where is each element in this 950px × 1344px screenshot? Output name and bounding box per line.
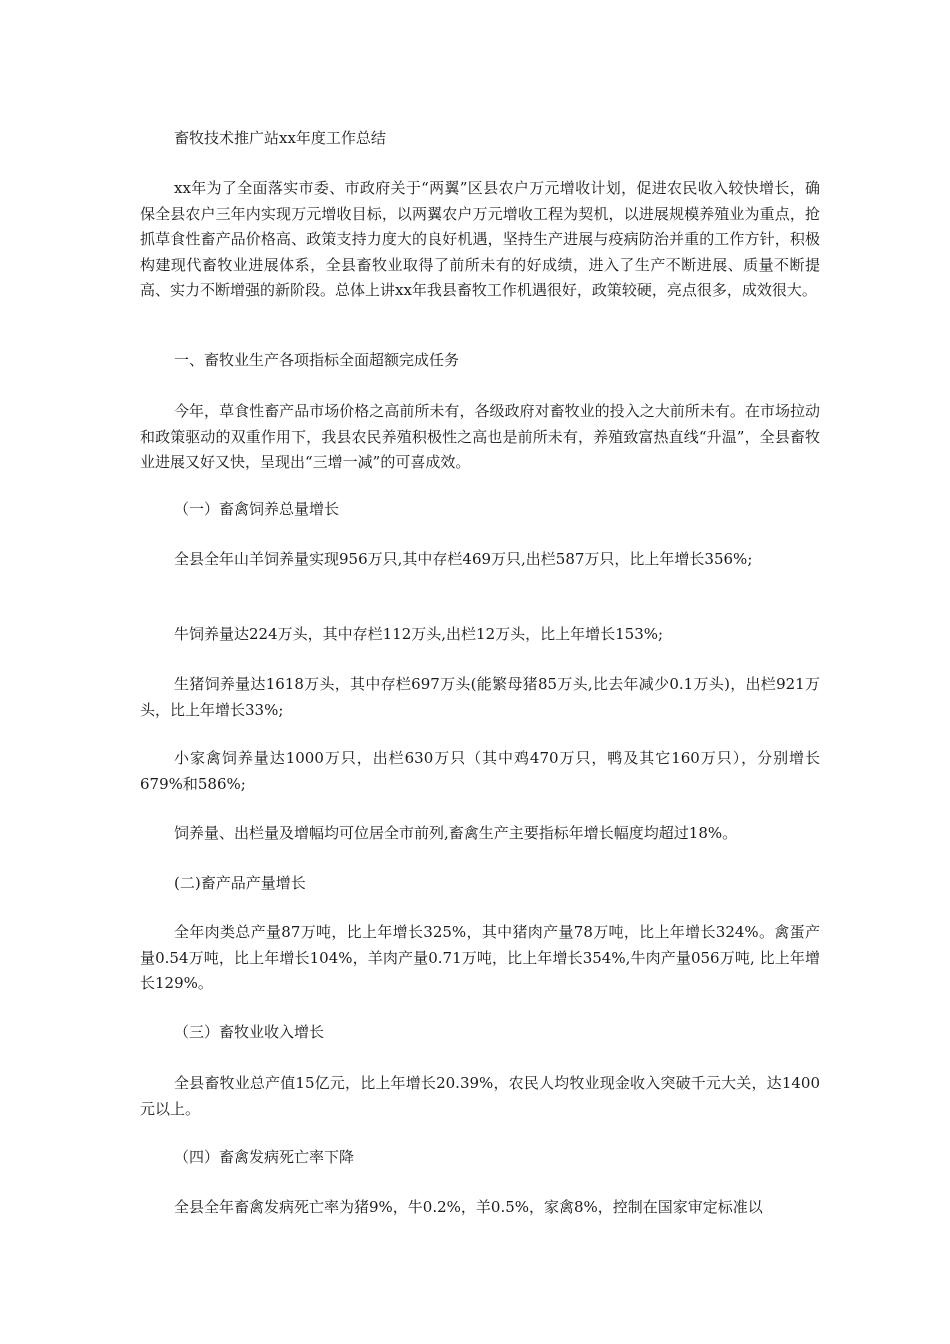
pig-paragraph: 生猪饲养量达1618万头，其中存栏697万头(能繁母猪85万头,比去年减少0.1万头)，出栏921万头，比上年增长33%; <box>140 675 820 719</box>
subsection-1-heading: （一）畜禽饲养总量增长 <box>174 500 340 518</box>
cattle-paragraph: 牛饲养量达224万头，其中存栏112万头,出栏12万头，比上年增长153%; <box>174 625 664 643</box>
ranking-paragraph: 饲养量、出栏量及增幅均可位居全市前列,畜禽生产主要指标年增长幅度均超过18%。 <box>174 824 738 842</box>
goat-paragraph: 全县全年山羊饲养量实现956万只,其中存栏469万只,出栏587万只，比上年增长356%; <box>174 550 753 568</box>
section-1-heading: 一、畜牧业生产各项指标全面超额完成任务 <box>174 351 460 369</box>
mortality-paragraph: 全县全年畜禽发病死亡率为猪9%，牛0.2%，羊0.5%，家禽8%，控制在国家审定标准以 <box>174 1198 763 1216</box>
document-title: 畜牧技术推广站xx年度工作总结 <box>174 129 386 147</box>
subsection-4-heading: （四）畜禽发病死亡率下降 <box>174 1148 355 1166</box>
subsection-3-heading: （三）畜牧业收入增长 <box>174 1023 325 1041</box>
subsection-2-heading: (二)畜产品产量增长 <box>174 874 306 892</box>
section-1-paragraph: 今年，草食性畜产品市场价格之高前所未有，各级政府对畜牧业的投入之大前所未有。在市场拉动和政策驱动的双重作用下，我县农民养殖积极性之高也是前所未有，养殖致富热直线“升温”，全县畜牧业进展又好又快，呈现出“三增一减”的可喜成效。 <box>140 402 820 471</box>
output-paragraph: 全年肉类总产量87万吨，比上年增长325%，其中猪肉产量78万吨，比上年增长324%。禽蛋产量0.54万吨，比上年增长104%，羊肉产量0.71万吨，比上年增长354%,牛肉产量056万吨, 比上年增长129%。 <box>140 923 820 992</box>
income-paragraph: 全县畜牧业总产值15亿元，比上年增长20.39%，农民人均牧业现金收入突破千元大关，达1400元以上。 <box>140 1074 820 1118</box>
poultry-paragraph: 小家禽饲养量达1000万只，出栏630万只（其中鸡470万只，鸭及其它160万只），分别增长679%和586%; <box>140 749 820 793</box>
intro-paragraph: xx年为了全面落实市委、市政府关于“两翼”区县农户万元增收计划，促进农民收入较快增长，确保全县农户三年内实现万元增收目标，以两翼农户万元增收工程为契机，以进展规模养殖业为重点，抢抓草食性畜产品价格高、政策支持力度大的良好机遇，坚持生产进展与疫病防治并重的工作方针，积极构建现代畜牧业进展体系，全县畜牧业取得了前所未有的好成绩，进入了生产不断进展、质量不断提高、实力不断增强的新阶段。总体上讲xx年我县畜牧工作机遇很好，政策较硬，亮点很多，成效很大。 <box>140 179 820 299</box>
